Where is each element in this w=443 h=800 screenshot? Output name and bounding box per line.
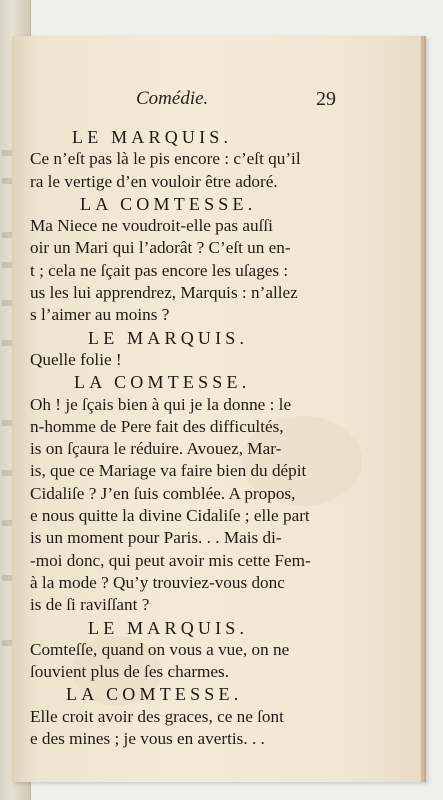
text-line: Ma Niece ne voudroit-elle pas auſſi xyxy=(30,216,273,236)
text-line: Comteſſe, quand on vous a vue, on ne xyxy=(30,639,290,659)
text-line: e nous quitte la divine Cidaliſe ; elle part xyxy=(30,506,310,526)
text-line: oir un Mari qui l’adorât ? C’eſt un en- xyxy=(30,238,291,258)
book-page xyxy=(12,36,426,782)
speaker-heading: LA COMTESSE. xyxy=(80,193,257,214)
text-line: t ; cela ne ſçait pas encore les uſages : xyxy=(30,260,289,280)
speaker-heading: LE MARQUIS. xyxy=(88,617,249,638)
text-line: ſouvient plus de ſes charmes. xyxy=(30,662,230,682)
text-line: us les lui apprendrez, Marquis : n’allez xyxy=(30,283,298,303)
text-line: is on ſçaura le réduire. Avouez, Mar- xyxy=(30,439,282,459)
text-line: Ce n’eſt pas là le pis encore : c’eſt qu’il xyxy=(30,149,301,169)
text-line: Elle croit avoir des graces, ce ne ſont xyxy=(30,706,284,726)
page-number: 29 xyxy=(316,88,336,110)
text-line: Quelle folie ! xyxy=(30,349,122,369)
text-line: -moi donc, qui peut avoir mis cette Fem- xyxy=(30,550,311,570)
text-line: e des mines ; je vous en avertis. . . xyxy=(30,729,265,749)
text-line: Cidaliſe ? J’en ſuis comblée. A propos, xyxy=(30,483,296,503)
text-line: is, que ce Mariage va faire bien du dépit xyxy=(30,461,307,481)
text-line: Oh ! je ſçais bien à qui je la donne : le xyxy=(30,394,292,414)
running-head: Comédie. xyxy=(136,88,209,109)
speaker-heading: LE MARQUIS. xyxy=(88,327,249,348)
text-line: s l’aimer au moins ? xyxy=(30,305,170,325)
text-line: à la mode ? Qu’y trouviez-vous donc xyxy=(30,572,285,592)
page-edge xyxy=(421,36,424,782)
text-line: is un moment pour Paris. . . Mais di- xyxy=(30,528,282,548)
text-line: n-homme de Pere fait des difficultés, xyxy=(30,416,284,436)
speaker-heading: LA COMTESSE. xyxy=(74,372,251,393)
speaker-heading: LA COMTESSE. xyxy=(66,684,243,705)
text-line: is de ſi raviſſant ? xyxy=(30,595,150,615)
text-body xyxy=(30,126,406,750)
speaker-heading: LE MARQUIS. xyxy=(72,127,233,147)
text-line: ra le vertige d’en vouloir être adoré. xyxy=(30,171,278,191)
